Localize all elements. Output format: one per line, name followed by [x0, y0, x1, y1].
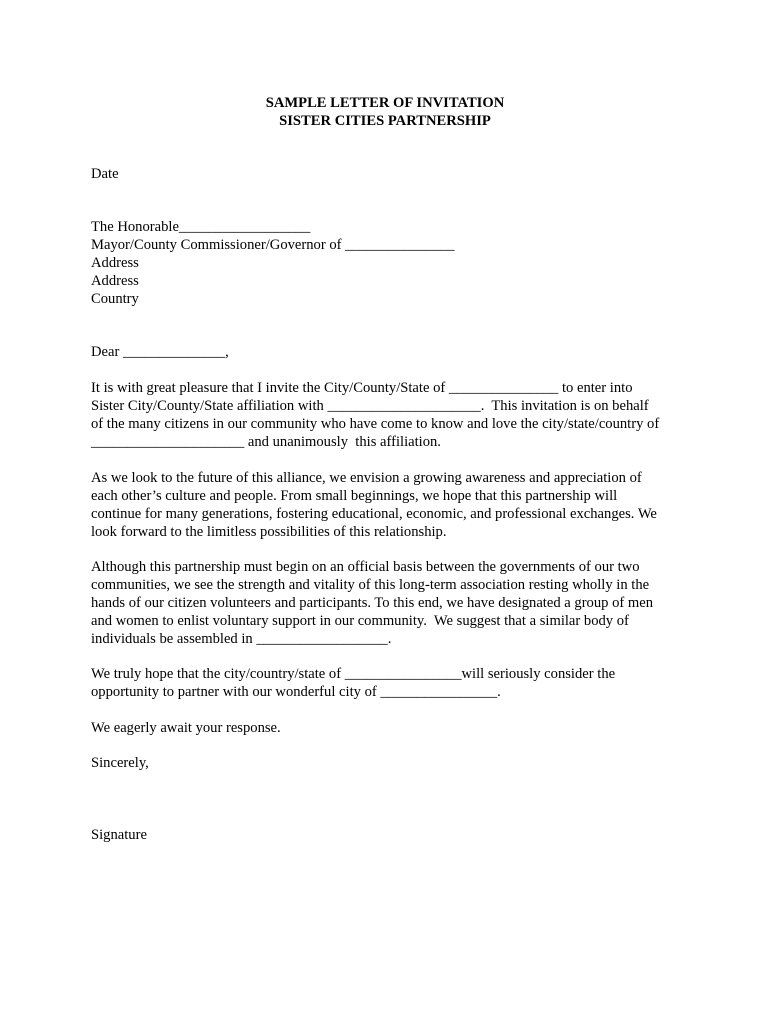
recipient-line-5: Country: [91, 291, 139, 307]
paragraph-4-line: opportunity to partner with our wonderful city of ________________.: [91, 684, 501, 700]
paragraph-3-line: Although this partnership must begin on an official basis between the governments of our two: [91, 559, 640, 575]
title-line-2: SISTER CITIES PARTNERSHIP: [279, 113, 491, 129]
paragraph-1-line: of the many citizens in our community who have come to know and love the city/state/country of: [91, 416, 660, 432]
paragraph-3-line: communities, we see the strength and vitality of this long-term association resting wholly in the: [91, 577, 650, 593]
paragraph-1-line: It is with great pleasure that I invite the City/County/State of _______________ to enter into: [91, 380, 633, 396]
paragraph-3-line: and women to enlist voluntary support in our community. We suggest that a similar body of: [91, 613, 629, 629]
recipient-line-1: The Honorable__________________: [91, 219, 311, 235]
paragraph-2-line: each other’s culture and people. From small beginnings, we hope that this partnership will: [91, 488, 618, 504]
closing: Sincerely,: [91, 755, 149, 771]
paragraph-2-line: look forward to the limitless possibilities of this relationship.: [91, 524, 447, 540]
paragraph-3-line: individuals be assembled in __________________.: [91, 631, 392, 647]
paragraph-2-line: As we look to the future of this alliance, we envision a growing awareness and appreciation of: [91, 470, 642, 486]
salutation: Dear ______________,: [91, 344, 229, 360]
paragraph-1-line: Sister City/County/State affiliation with _____________________. This invitation is on behalf: [91, 398, 649, 414]
paragraph-3-line: hands of our citizen volunteers and participants. To this end, we have designated a group of men: [91, 595, 654, 611]
date-line: Date: [91, 166, 119, 182]
signature-label: Signature: [91, 827, 147, 843]
title-line-1: SAMPLE LETTER OF INVITATION: [265, 95, 505, 111]
paragraph-1-line: _____________________ and unanimously this affiliation.: [91, 434, 441, 450]
paragraph-4-line: We truly hope that the city/country/state of ________________will seriously consider the: [91, 666, 616, 682]
recipient-line-4: Address: [91, 273, 139, 289]
paragraph-5: We eagerly await your response.: [91, 720, 281, 736]
recipient-line-2: Mayor/County Commissioner/Governor of _______________: [91, 237, 455, 253]
paragraph-2-line: continue for many generations, fostering educational, economic, and professional exchanges. We: [91, 506, 657, 522]
recipient-line-3: Address: [91, 255, 139, 271]
